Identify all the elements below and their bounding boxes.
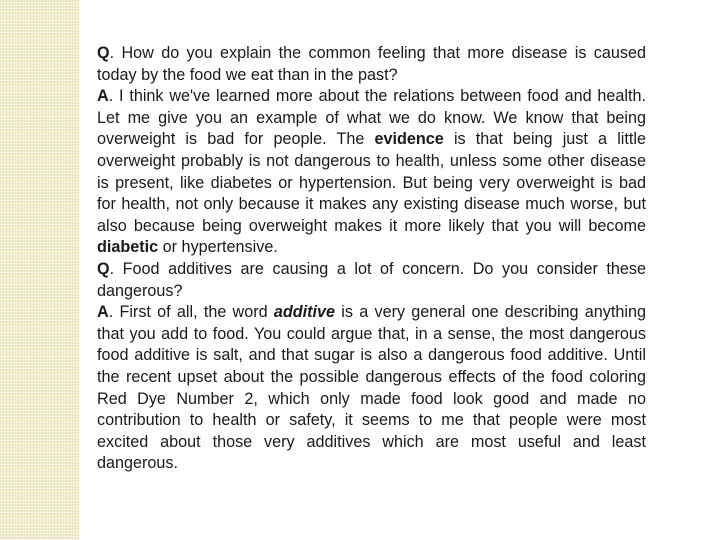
answer-text: is that being just a little overweight probably is not dangerous to health, unless some other disease is present, like diabetes or hypertension. But being very overweight is bad for health, not only because it makes any existing disease much worse, but also because being overweight makes it more likely that you will become — [97, 130, 646, 235]
answer-marker: A — [97, 303, 109, 322]
answer-paragraph — [97, 302, 646, 475]
answer-marker: A — [97, 87, 109, 106]
emphasized-word: additive — [273, 303, 336, 322]
question-paragraph — [97, 43, 646, 86]
answer-text: or hypertensive. — [158, 238, 278, 257]
question-text: . How do you explain the common feeling that more disease is caused today by the food we eat than in the past? — [97, 44, 646, 84]
decorative-side-stripe — [0, 0, 79, 540]
question-paragraph — [97, 259, 646, 302]
answer-paragraph — [97, 86, 646, 259]
emphasized-word: diabetic — [97, 238, 159, 257]
emphasized-word: evidence — [374, 130, 444, 149]
question-marker: Q — [97, 259, 110, 278]
question-text: . Food additives are causing a lot of concern. Do you consider these dangerous? — [97, 259, 646, 300]
interview-text — [97, 43, 646, 475]
answer-text: is a very general one describing anything that you add to food. You could argue that, in a sense, the most dangerous food additive is salt, and that sugar is also a dangerous food additive. Until the recent upset about the possible dangerous effects of the food coloring Red Dye Number 2, which only made food look good and made no contribution to health or safety, it seems to me that people were most excited about those very additives which are most useful and least dangerous. — [97, 303, 647, 473]
answer-text: . I think we've learned more about the relations between food and health. Let me give you an example of what we do know. We know that being overweight is bad for people. The — [97, 87, 646, 149]
question-marker: Q — [97, 44, 110, 62]
answer-text: . First of all, the word — [108, 303, 274, 322]
